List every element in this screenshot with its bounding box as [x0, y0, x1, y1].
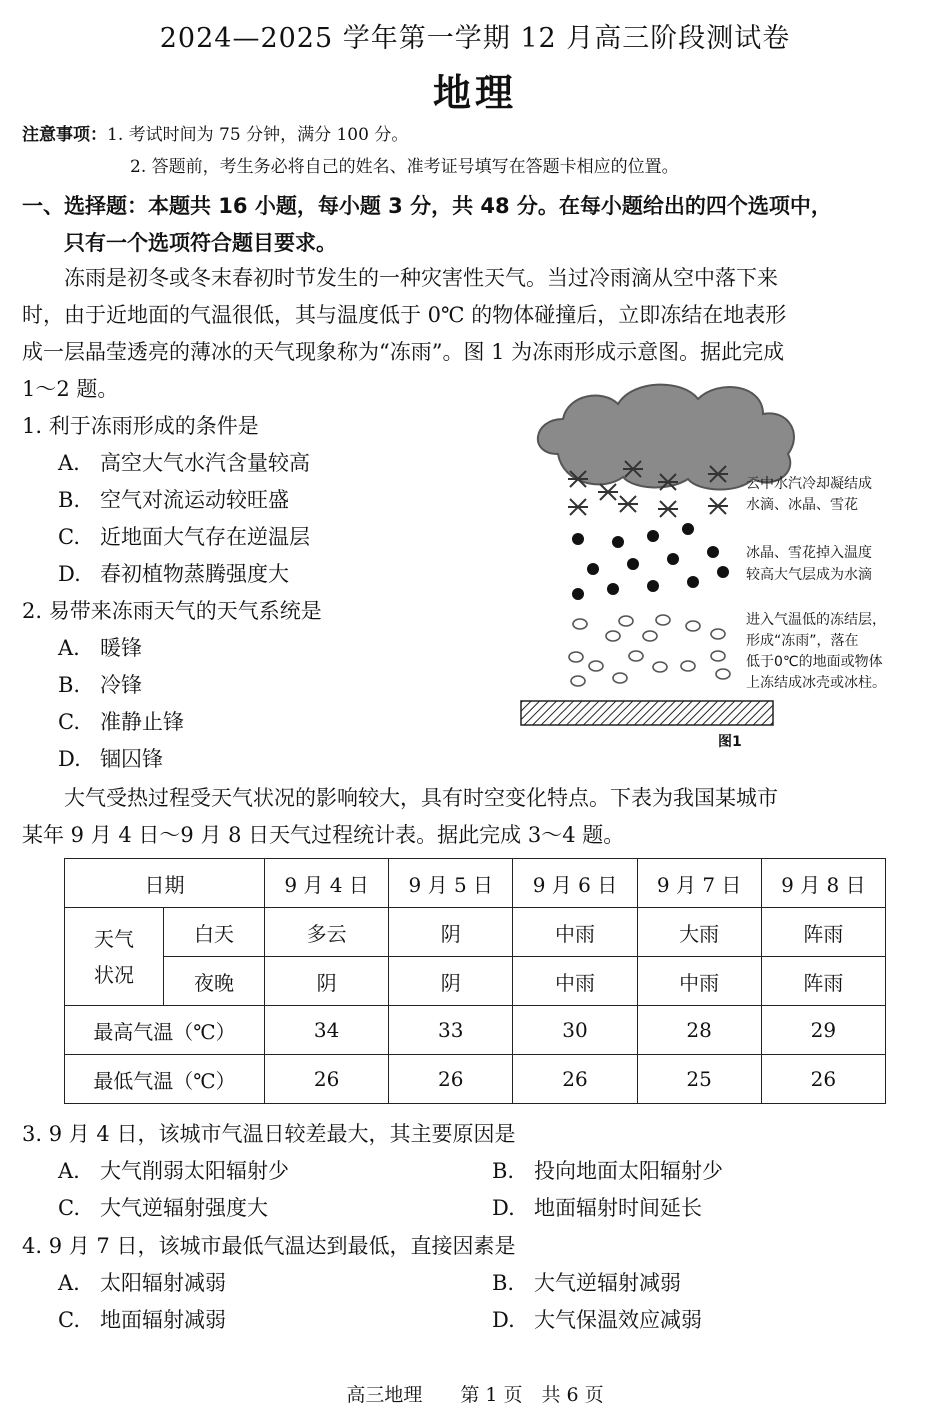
- table-cell: 26: [513, 1055, 637, 1104]
- q1-option-c: C. 近地面大气存在逆温层: [58, 525, 310, 549]
- question-4-stem: 4. 9 月 7 日，该城市最低气温达到最低，直接因素是: [22, 1234, 516, 1258]
- table-row: [65, 908, 886, 957]
- table-cell: 阵雨: [761, 957, 885, 1006]
- table-cell: 中雨: [637, 957, 761, 1006]
- q4-option-c: C. 地面辐射减弱: [58, 1308, 226, 1332]
- freezing-rain-diagram: [518, 374, 938, 774]
- figure-label: 上冻结成冰壳或冰柱。: [746, 675, 886, 691]
- notice-item-2: 2. 答题前，考生务必将自己的姓名、准考证号填写在答题卡相应的位置。: [130, 157, 679, 177]
- q4-option-b: B. 大气逆辐射减弱: [492, 1271, 681, 1295]
- figure-caption: 图1: [718, 734, 742, 750]
- ice-pellets: [569, 615, 730, 686]
- q1-option-a: A. 高空大气水汽含量较高: [58, 451, 310, 475]
- passage-1-line: 时，由于近地面的气温很低，其与温度低于 0℃ 的物体碰撞后，立即冻结在地表形: [22, 303, 787, 327]
- figure-label: 形成“冻雨”，落在: [746, 633, 859, 649]
- table-cell: 33: [389, 1006, 513, 1055]
- section-heading-line-2: 只有一个选项符合题目要求。: [64, 231, 337, 255]
- weather-row-label: 天气 状况: [65, 908, 164, 1006]
- question-1-stem: 1. 利于冻雨形成的条件是: [22, 414, 259, 438]
- q3-option-a: A. 大气削弱太阳辐射少: [58, 1159, 289, 1183]
- table-cell: 25: [637, 1055, 761, 1104]
- exam-title: 2024—2025 学年第一学期 12 月高三阶段测试卷: [159, 23, 791, 54]
- night-label: 夜晚: [164, 957, 265, 1006]
- q3-option-c: C. 大气逆辐射强度大: [58, 1196, 268, 1220]
- table-row: [65, 1055, 886, 1104]
- table-cell: 阵雨: [761, 908, 885, 957]
- figure-label: 较高大气层成为水滴: [746, 567, 872, 583]
- table-header-cell: 9 月 8 日: [761, 859, 885, 908]
- passage-1-line: 冻雨是初冬或冬末春初时节发生的一种灾害性天气。当过冷雨滴从空中落下来: [64, 266, 778, 290]
- page-footer: 高三地理 第 1 页 共 6 页: [346, 1384, 604, 1406]
- question-2-stem: 2. 易带来冻雨天气的天气系统是: [22, 599, 322, 623]
- section-heading-line-1: 一、选择题：本题共 16 小题，每小题 3 分，共 48 分。在每小题给出的四个选项中，: [22, 194, 832, 218]
- figure-label: 低于0℃的地面或物体: [746, 654, 883, 670]
- table-cell: 29: [761, 1006, 885, 1055]
- passage-2-line: 某年 9 月 4 日～9 月 8 日天气过程统计表。据此完成 3～4 题。: [22, 823, 625, 847]
- table-cell: 26: [265, 1055, 389, 1104]
- figure-label: 冰晶、雪花掉入温度: [746, 545, 872, 561]
- q3-option-d: D. 地面辐射时间延长: [492, 1196, 702, 1220]
- q2-option-d: D. 锢囚锋: [58, 747, 163, 771]
- table-header-cell: 9 月 4 日: [265, 859, 389, 908]
- q3-option-b: B. 投向地面太阳辐射少: [492, 1159, 723, 1183]
- figure-label: 进入气温低的冻结层，: [746, 612, 886, 628]
- table-cell: 多云: [265, 908, 389, 957]
- q4-option-a: A. 太阳辐射减弱: [58, 1271, 226, 1295]
- table-cell: 阴: [389, 908, 513, 957]
- table-cell: 大雨: [637, 908, 761, 957]
- table-row: [65, 1006, 886, 1055]
- passage-1-line: 1～2 题。: [22, 377, 119, 401]
- question-3-stem: 3. 9 月 4 日，该城市气温日较差最大，其主要原因是: [22, 1122, 516, 1146]
- day-label: 白天: [164, 908, 265, 957]
- figure-label: 云中水汽冷却凝结成: [746, 476, 872, 492]
- table-cell: 34: [265, 1006, 389, 1055]
- table-cell: 中雨: [513, 957, 637, 1006]
- table-cell: 26: [761, 1055, 885, 1104]
- q2-option-c: C. 准静止锋: [58, 710, 184, 734]
- notice-label: 注意事项：: [22, 125, 107, 145]
- table-cell: 中雨: [513, 908, 637, 957]
- min-temp-label: 最低气温（℃）: [65, 1055, 265, 1104]
- q1-option-b: B. 空气对流运动较旺盛: [58, 488, 289, 512]
- cloud-icon: [538, 385, 794, 490]
- weather-table: [64, 858, 886, 1104]
- water-drops: [572, 523, 729, 600]
- table-header-cell: 9 月 5 日: [389, 859, 513, 908]
- table-cell: 阴: [265, 957, 389, 1006]
- table-row: [65, 859, 886, 908]
- subject-title: 地理: [432, 71, 517, 115]
- q2-option-a: A. 暖锋: [58, 636, 142, 660]
- q2-option-b: B. 冷锋: [58, 673, 142, 697]
- table-cell: 26: [389, 1055, 513, 1104]
- ground-surface: [521, 701, 773, 725]
- table-row: [65, 957, 886, 1006]
- q4-option-d: D. 大气保温效应减弱: [492, 1308, 702, 1332]
- table-cell: 28: [637, 1006, 761, 1055]
- max-temp-label: 最高气温（℃）: [65, 1006, 265, 1055]
- notice-line-1: [22, 120, 408, 145]
- table-header-date: 日期: [65, 859, 265, 908]
- table-cell: 阴: [389, 957, 513, 1006]
- table-header-cell: 9 月 6 日: [513, 859, 637, 908]
- section-heading: [22, 188, 932, 262]
- passage-2-line: 大气受热过程受天气状况的影响较大，具有时空变化特点。下表为我国某城市: [64, 786, 778, 810]
- notice-item-1: 1. 考试时间为 75 分钟，满分 100 分。: [107, 125, 409, 145]
- q1-option-d: D. 春初植物蒸腾强度大: [58, 562, 289, 586]
- passage-2: [22, 780, 932, 854]
- passage-1-line: 成一层晶莹透亮的薄冰的天气现象称为“冻雨”。图 1 为冻雨形成示意图。据此完成: [22, 340, 785, 364]
- table-header-cell: 9 月 7 日: [637, 859, 761, 908]
- figure-label: 水滴、冰晶、雪花: [746, 497, 858, 513]
- table-cell: 30: [513, 1006, 637, 1055]
